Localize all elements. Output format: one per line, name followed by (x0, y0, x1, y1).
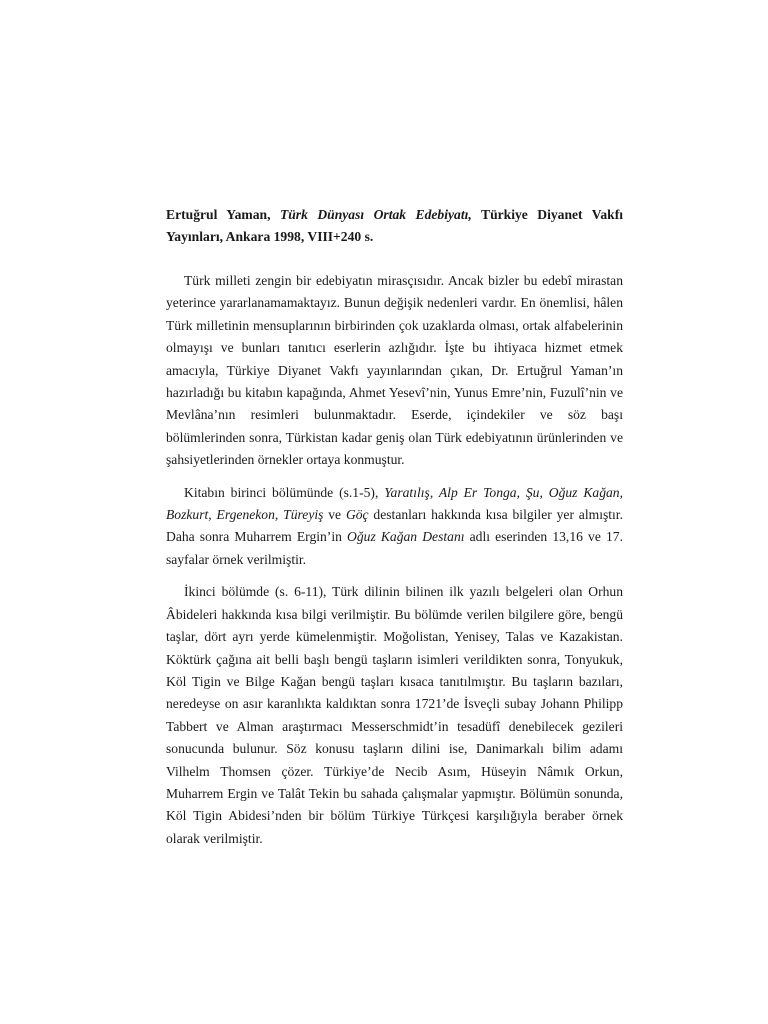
publisher-info: Türkiye Diyanet Vakfı Yayınları, Ankara 1998, VIII+240 s. (166, 207, 624, 244)
review-body (166, 270, 623, 850)
text-segment: Türk milleti zengin bir edebiyatın mirasçısıdır. Ancak bizler bu edebî mirastan yeterince yararlanamamaktayız. Bunun değişik nedenleri vardır. En önemlisi, hâlen Türk milletinin mensuplarının birbirinden çok uzaklarda olması, ortak alfabelerinin olmayışı ve bunları tanıtıcı eserlerin azlığıdır. İşte bu ihtiyaca hizmet etmek amacıyla, Türkiye Diyanet Vakfı yayınlarından çıkan, Dr. Ertuğrul Yaman’ın hazırladığı bu kitabın kapağında, Ahmet Yesevî’nin, Yunus Emre’nin, Fuzulî’nin ve Mevlâna’nın resimleri bulunmaktadır. Eserde, içindekiler ve söz başı bölümlerinden sonra, Türkistan kadar geniş olan Türk edebiyatının ürünlerinden ve şahsiyetlerinden örnekler ortaya konmuştur. (166, 273, 623, 468)
body-paragraph (166, 482, 623, 572)
text-segment: Kitabın birinci bölümünde (s.1-5), (184, 484, 385, 500)
review-author: Ertuğrul Yaman, (166, 207, 271, 222)
body-paragraph (166, 270, 623, 472)
text-segment: adlı eserinden 13,16 ve 17. sayfalar örnek verilmiştir. (166, 529, 623, 567)
text-segment: ve (323, 507, 346, 523)
book-title: Türk Dünyası Ortak Edebiyatı, (279, 207, 472, 222)
italic-text-segment: Göç (345, 507, 369, 523)
text-segment: İkinci bölümde (s. 6-11), Türk dilinin bilinen ilk yazılı belgeleri olan Orhun Âbideleri hakkında kısa bilgi verilmiştir. Bu bölümde verilen bilgilere göre, bengü taşlar, dört ayrı yerde kümelenmiştir. Moğolistan, Yenisey, Talas ve Kazakistan. Köktürk çağına ait belli başlı bengü taşların isimleri verildikten sonra, Tonyukuk, Köl Tigin ve Bilge Kağan bengü taşları kısaca tanıtılmıştır. Bu taşların bazıları, neredeyse on asır karanlıkta kaldıktan sonra 1721’de İsveçli subay Johann Philipp Tabbert ve Alman araştırmacı Messerschmidt’in tesadüfî denebilecek gezileri sonucunda bulunur. Söz konusu taşların dilini ise, Danimarkalı bilim adamı Vilhelm Thomsen çözer. Türkiye’de Necib Asım, Hüseyin Nâmık Orkun, Muharrem Ergin ve Talât Tekin bu sahada çalışmalar yapmıştır. Bölümün sonunda, Köl Tigin Abidesi’nden bir bölüm Türkiye Türkçesi karşılığıyla beraber örnek olarak verilmiştir. (166, 584, 623, 846)
italic-text-segment: Oğuz Kağan Destanı (347, 529, 465, 545)
italic-text-segment: Yaratılış, Alp Er Tonga, Şu, Oğuz Kağan, Bozkurt, Ergenekon, Türeyiş (166, 484, 624, 523)
body-paragraph (166, 581, 623, 850)
text-segment: destanları hakkında kısa bilgiler yer almıştır. Daha sonra Muharrem Ergin’in (166, 507, 623, 545)
book-review (166, 204, 623, 860)
bibliographic-header (166, 204, 623, 248)
